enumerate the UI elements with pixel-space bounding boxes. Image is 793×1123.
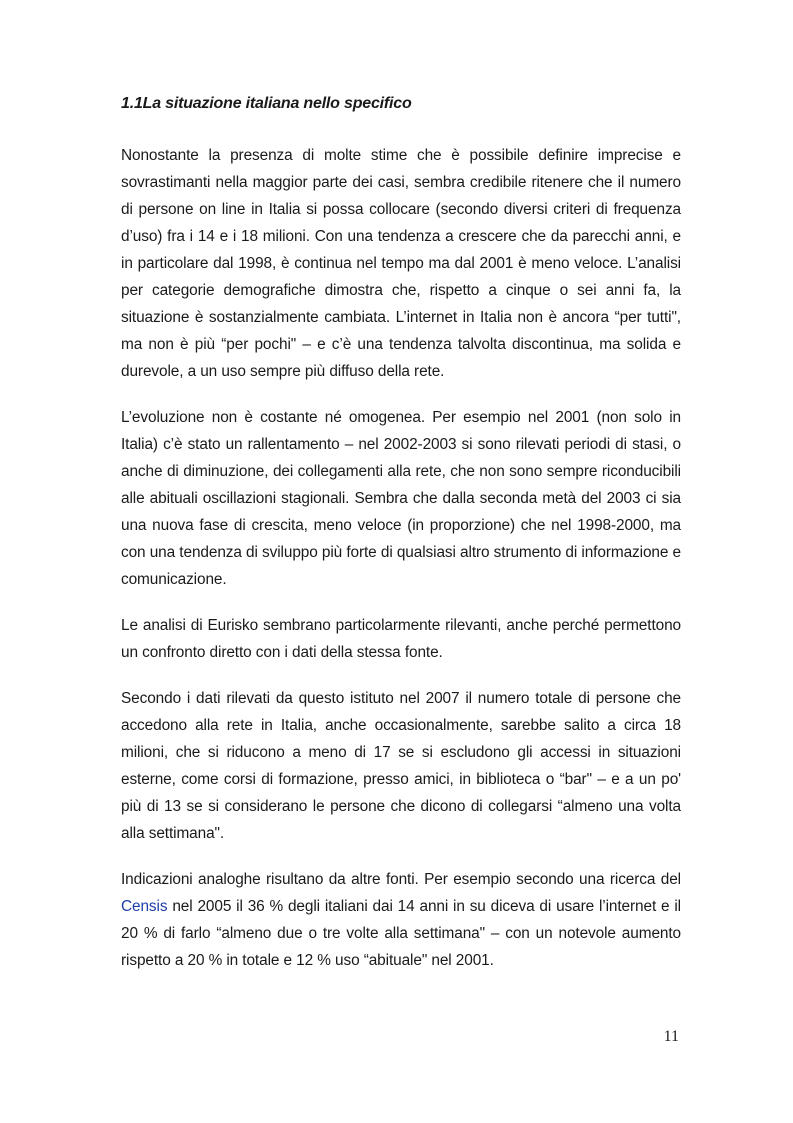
paragraph-5-before-link: Indicazioni analoghe risultano da altre fonti. Per esempio secondo una ricerca del (121, 871, 681, 888)
paragraph-5-after-link: nel 2005 il 36 % degli italiani dai 14 anni in su diceva di usare l’internet e il 20 % di farlo “almeno due o tre volte alla settimana" – con un notevole aumento rispetto a 20 % in totale e 12 % uso “abituale" nel 2001. (121, 898, 681, 969)
censis-link[interactable]: Censis (121, 898, 168, 915)
document-page (121, 92, 681, 974)
page-number: 11 (663, 1028, 679, 1045)
section-heading: 1.1La situazione italiana nello specifico (121, 95, 412, 112)
paragraph-2: L’evoluzione non è costante né omogenea. Per esempio nel 2001 (non solo in Italia) c’è stato un rallentamento – nel 2002-2003 si sono rilevati periodi di stasi, o anche di diminuzione, dei collegamenti alla rete, che non sono sempre riconducibili alle abituali oscillazioni stagionali. Sembra che dalla seconda metà del 2003 ci sia una nuova fase di crescita, meno veloce (in proporzione) che nel 1998-2000, ma con una tendenza di sviluppo più forte di qualsiasi altro strumento di informazione e comunicazione. (121, 409, 681, 588)
paragraph-4: Secondo i dati rilevati da questo istituto nel 2007 il numero totale di persone che accedono alla rete in Italia, anche occasionalmente, sarebbe salito a circa 18 milioni, che si riducono a meno di 17 se si escludono gli accessi in situazioni esterne, come corsi di formazione, presso amici, in biblioteca o “bar" – e a un po' più di 13 se si considerano le persone che dicono di collegarsi “almeno una volta alla settimana". (121, 690, 681, 842)
paragraph-5 (121, 866, 681, 974)
paragraph-3: Le analisi di Eurisko sembrano particolarmente rilevanti, anche perché permettono un confronto diretto con i dati della stessa fonte. (121, 617, 681, 661)
paragraph-1: Nonostante la presenza di molte stime che è possibile definire imprecise e sovrastimanti nella maggior parte dei casi, sembra credibile ritenere che il numero di persone on line in Italia si possa collocare (secondo diversi criteri di frequenza d’uso) fra i 14 e i 18 milioni. Con una tendenza a crescere che da parecchi anni, e in particolare dal 1998, è continua nel tempo ma dal 2001 è meno veloce. L’analisi per categorie demografiche dimostra che, rispetto a cinque o sei anni fa, la situazione è sostanzialmente cambiata. L’internet in Italia non è ancora “per tutti", ma non è più “per pochi" – e c’è una tendenza talvolta discontinua, ma solida e durevole, a un uso sempre più diffuso della rete. (121, 147, 681, 380)
